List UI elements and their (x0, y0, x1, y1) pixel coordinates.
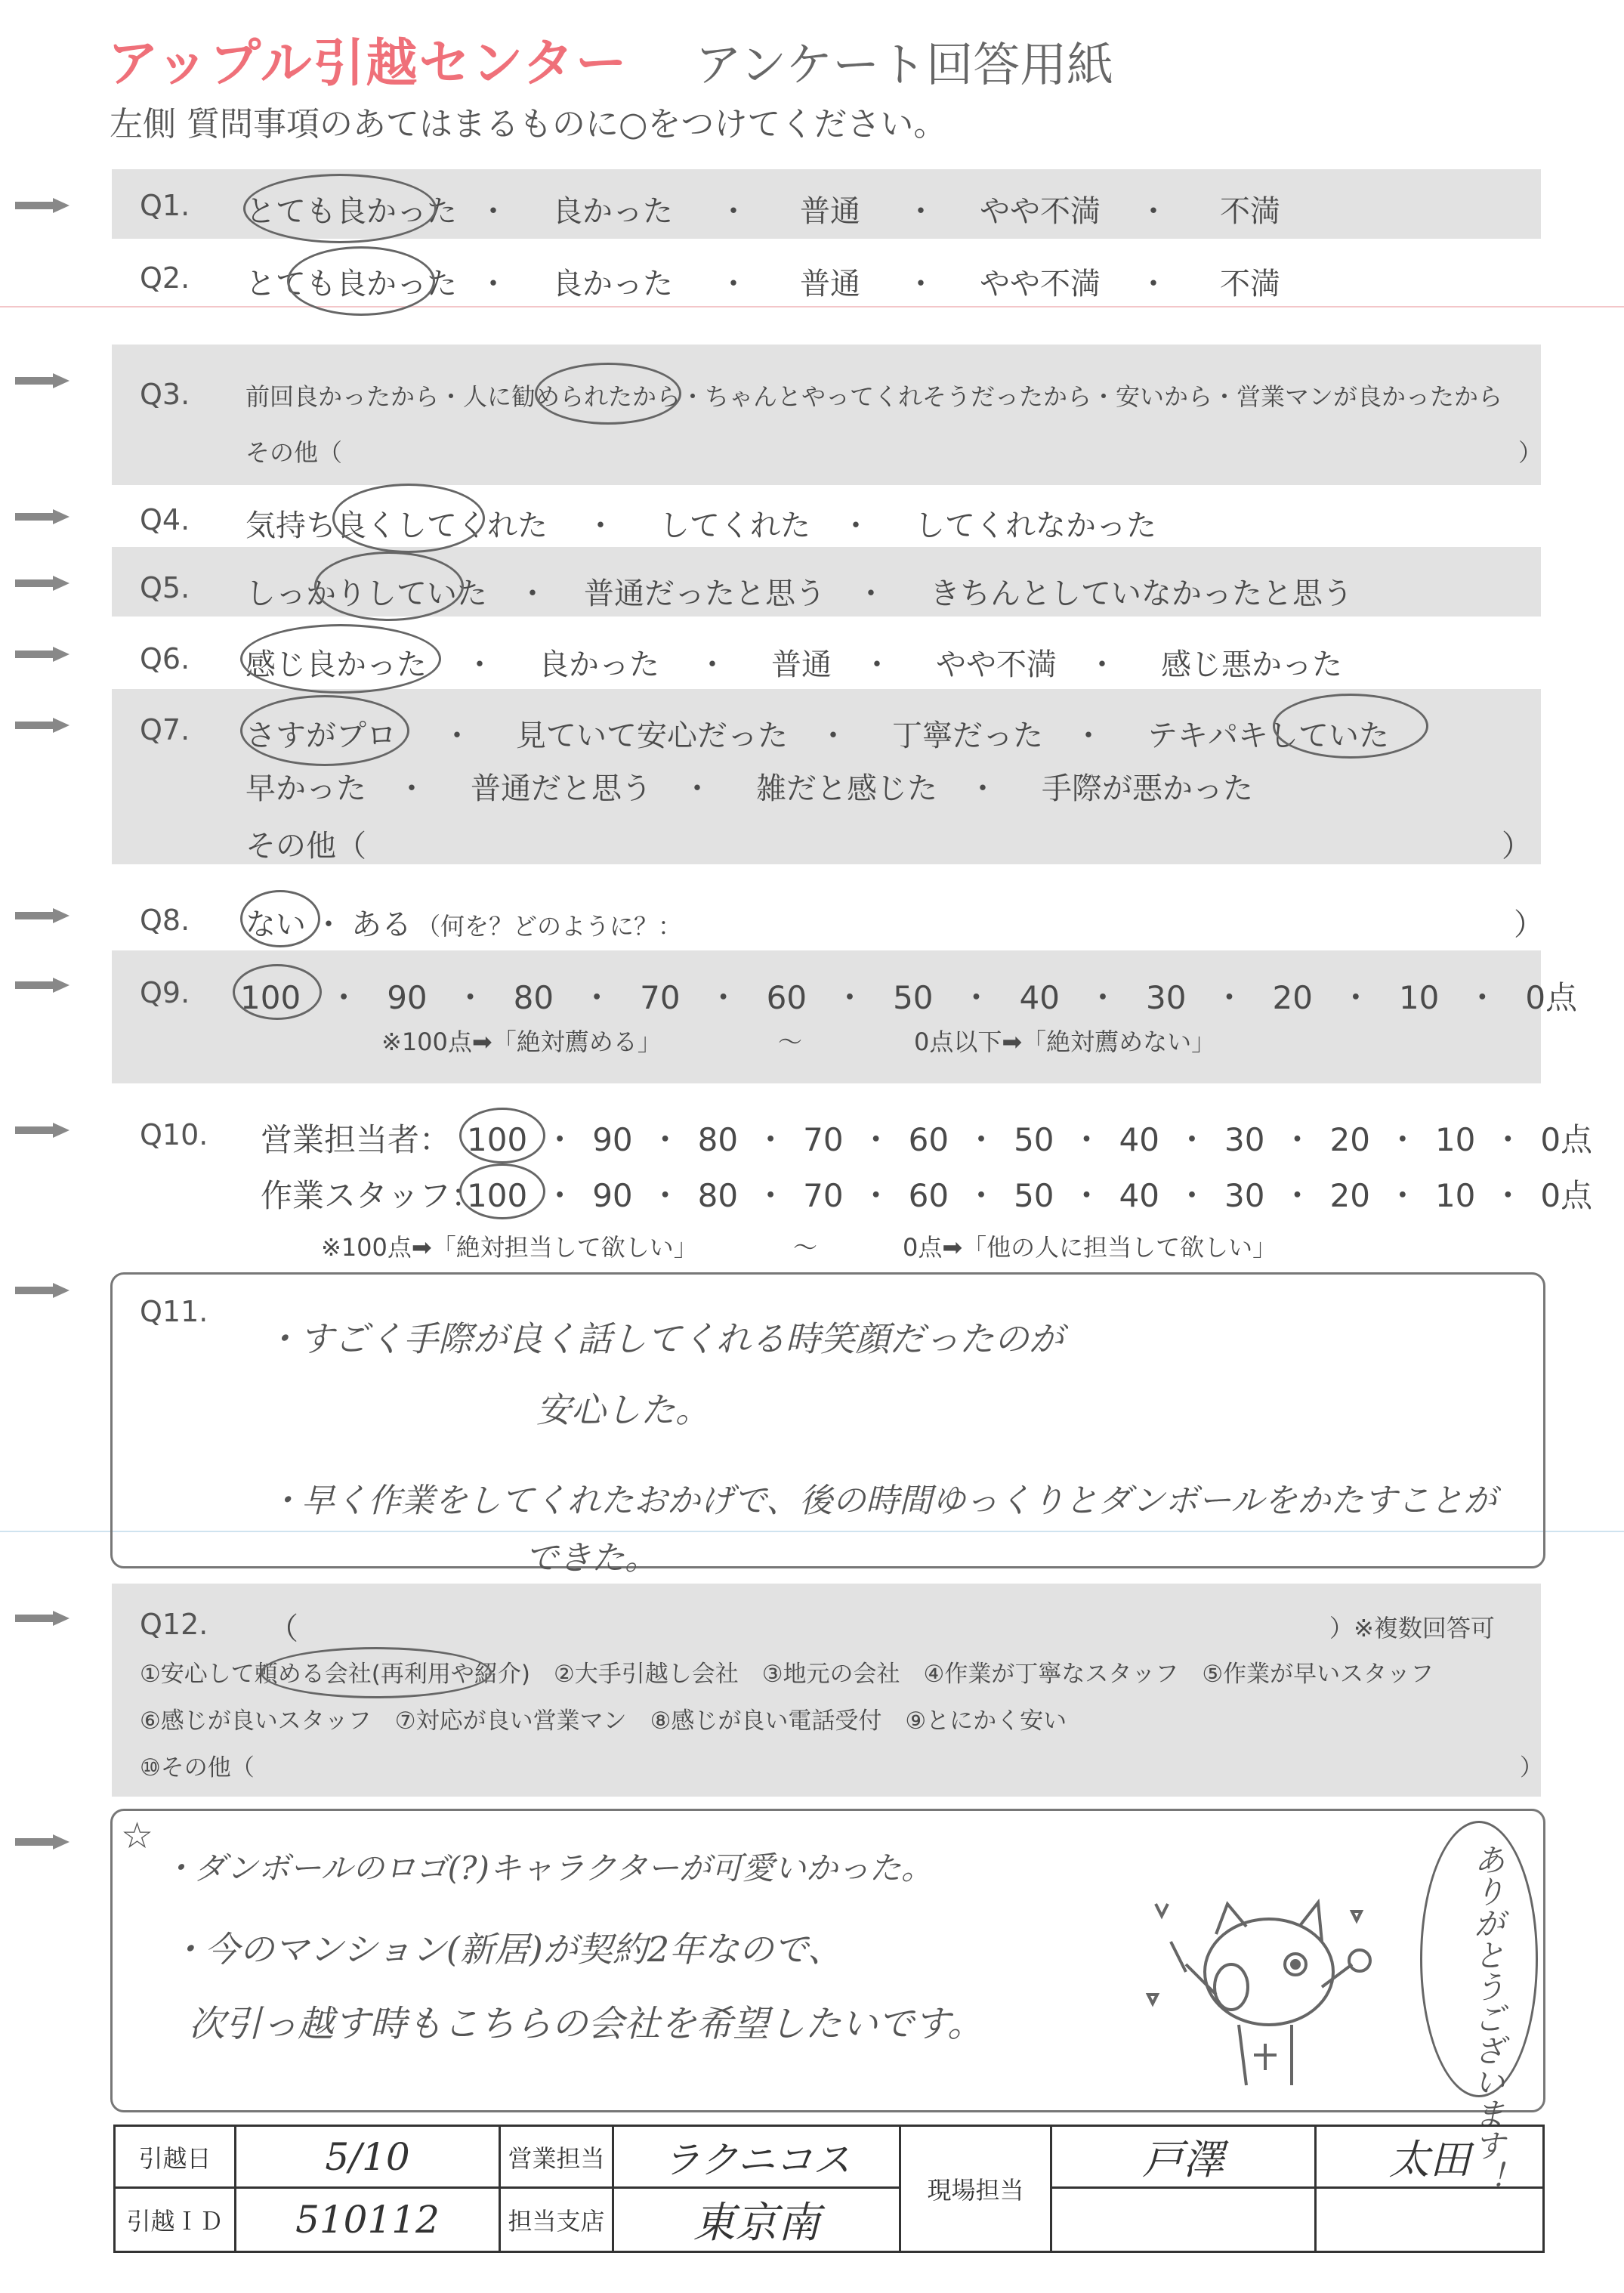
q7-other-close: ） (1502, 829, 1532, 864)
site-empty-1[interactable] (1051, 2188, 1316, 2252)
q3-other-close: ） (1518, 438, 1543, 467)
q2-option[interactable]: 不満 (1220, 267, 1280, 301)
q8-number: Q8. (140, 904, 190, 937)
arrow-icon (15, 908, 69, 923)
q3-options[interactable]: 前回良かったから・人に勧められたから・ちゃんとやってくれそうだったから・安いから・営業マンが良かったから (245, 382, 1503, 411)
free-handwriting: 次引っ越す時もこちらの会社を希望したいです。 (189, 2003, 984, 2045)
q10-staff-scores: 100 ・ 90 ・ 80 ・ 70 ・ 60 ・ 50 ・ 40 ・ 30 ・ 20 ・ 10 ・ 0点 (467, 1171, 1592, 1216)
q10-score[interactable]: 40 (1119, 1177, 1159, 1214)
q5-option[interactable]: しっかりしていた (245, 576, 487, 611)
form-title: アンケート回答用紙 (695, 37, 1114, 92)
arrow-icon (15, 373, 69, 388)
arrow-icon (15, 509, 69, 524)
q9-score[interactable]: 100 (240, 979, 301, 1016)
q9-score[interactable]: 40 (1019, 979, 1060, 1016)
branch-label: 担当支店 (500, 2188, 613, 2252)
answer-circle (459, 1163, 545, 1219)
q7-option[interactable]: 普通だと思う (471, 771, 652, 806)
q11-handwriting: ・すごく手際が良く話してくれる時笑顔だったのが (264, 1318, 1064, 1359)
q10-score[interactable]: 100 (467, 1121, 528, 1158)
moving-date[interactable]: 5/10 (236, 2126, 500, 2188)
answer-circle (243, 174, 437, 243)
q9-score[interactable]: 30 (1146, 979, 1187, 1016)
q10-score[interactable]: 10 (1434, 1177, 1476, 1214)
q10-score[interactable]: 50 (1014, 1177, 1054, 1214)
q10-score[interactable]: 0点 (1540, 1177, 1593, 1214)
arrow-icon (15, 198, 69, 213)
arrow-icon (15, 1611, 69, 1626)
q9-note-right: 0点以下➡「絶対薦めない」 (914, 1028, 1216, 1056)
arrow-icon (15, 1283, 69, 1298)
q4-number: Q4. (140, 503, 190, 536)
arrow-icon (15, 1834, 69, 1850)
q1-option[interactable]: とても良かった (245, 194, 457, 229)
q1-number: Q1. (140, 189, 190, 222)
free-handwriting: ・ダンボールのロゴ(?)キャラクターが可愛いかった。 (162, 1850, 934, 1887)
q9-note-left: ※100点➡「絶対薦める」 (381, 1028, 662, 1056)
q3-number: Q3. (140, 378, 190, 411)
q7-option[interactable]: 見ていて安心だった (516, 718, 788, 753)
q2-option[interactable]: とても良かった (245, 267, 457, 301)
q4-option[interactable]: してくれなかった (915, 508, 1156, 543)
thanks-text: ありがとうございます！ (1469, 1843, 1506, 2193)
q10-score[interactable]: 40 (1119, 1121, 1159, 1158)
q10-number: Q10. (140, 1118, 208, 1151)
q7-option[interactable]: 早かった (245, 771, 366, 806)
q10-score[interactable]: 10 (1434, 1121, 1476, 1158)
info-table (113, 2125, 1545, 2253)
q12-options-line2[interactable]: ⑥感じが良いスタッフ ⑦対応が良い営業マン ⑧感じが良い電話受付 ⑨とにかく安い (140, 1707, 1067, 1735)
q7-options-line1: さすがプロ ・ 見ていて安心だった ・ 丁寧だった ・ テキパキしていた (245, 712, 1389, 755)
answer-circle (535, 363, 681, 425)
answer-circle (240, 624, 441, 694)
q8-option-some[interactable]: ある (351, 907, 412, 942)
q4-option[interactable]: してくれた (659, 508, 810, 543)
answer-circle (459, 1108, 545, 1163)
q6-option[interactable]: 良かった (539, 647, 659, 682)
q7-option[interactable]: 手際が悪かった (1042, 771, 1253, 806)
q6-options: 感じ良かった ・ 良かった ・ 普通 ・ やや不満 ・ 感じ悪かった (245, 641, 1342, 684)
q12-other-label: ⑩その他（ (140, 1754, 255, 1782)
star-icon: ☆ (121, 1815, 154, 1857)
q9-score[interactable]: 60 (766, 979, 807, 1016)
q9-score[interactable]: 80 (513, 979, 554, 1016)
q9-tilde: ～ (778, 1028, 803, 1056)
q10-score[interactable]: 20 (1329, 1177, 1370, 1214)
q11-handwriting: できた。 (525, 1539, 658, 1578)
q5-options: しっかりしていた ・ 普通だったと思う ・ きちんとしていなかったと思う (245, 570, 1353, 613)
q10-tilde: ～ (793, 1233, 818, 1262)
q10-score[interactable]: 60 (908, 1121, 949, 1158)
q6-option[interactable]: やや不満 (936, 647, 1057, 682)
q10-score[interactable]: 90 (592, 1121, 633, 1158)
page-rule (0, 306, 1624, 307)
q10-score[interactable]: 70 (803, 1177, 844, 1214)
site-label: 現場担当 (900, 2126, 1051, 2252)
arrow-icon (15, 576, 69, 591)
branch[interactable]: 東京南 (613, 2188, 900, 2252)
q4-options: 気持ち良くしてくれた ・ してくれた ・ してくれなかった (245, 502, 1156, 545)
q7-option[interactable]: テキパキしていた (1147, 718, 1389, 753)
q4-option[interactable]: 気持ち良くしてくれた (245, 508, 548, 543)
q3-other-label: その他（ (245, 438, 343, 467)
q10-score[interactable]: 30 (1224, 1121, 1265, 1158)
answer-circle (233, 964, 322, 1020)
site-name-2[interactable]: 太田 (1316, 2126, 1544, 2188)
q10-score[interactable]: 30 (1224, 1177, 1265, 1214)
q10-note-right: 0点➡「他の人に担当して欲しい」 (903, 1233, 1277, 1262)
q1-option[interactable]: 普通 (800, 194, 860, 229)
q11-number: Q11. (140, 1295, 208, 1328)
q10-score[interactable]: 70 (803, 1121, 844, 1158)
q9-score[interactable]: 50 (893, 979, 934, 1016)
q8-option-none[interactable]: ない (245, 907, 306, 942)
q6-number: Q6. (140, 642, 190, 675)
q7-option[interactable]: 雑だと感じた (756, 771, 937, 806)
q8-note: （何を？どのように？： (416, 912, 683, 941)
boar-doodle-icon (1125, 1889, 1382, 2108)
moving-id-label: 引越ＩＤ (115, 2188, 236, 2252)
q9-score[interactable]: 0点 (1525, 979, 1578, 1016)
q12-options-line1[interactable]: ①安心して頼める会社(再利用や紹介) ②大手引越し会社 ③地元の会社 ④作業が丁寧なスタッフ ⑤作業が早いスタッフ (140, 1661, 1434, 1688)
q10-score[interactable]: 80 (697, 1121, 739, 1158)
answer-circle (1273, 694, 1428, 759)
q10-score[interactable]: 90 (592, 1177, 633, 1214)
answer-circle (261, 1647, 492, 1698)
q9-score[interactable]: 20 (1272, 979, 1313, 1016)
q1-option[interactable]: やや不満 (980, 194, 1101, 229)
q2-option[interactable]: やや不満 (980, 267, 1101, 301)
sales-name[interactable]: ラクニコス (613, 2126, 900, 2188)
q7-number: Q7. (140, 713, 190, 746)
instruction: 左側 質問事項のあてはまるものに○をつけてください。 (110, 105, 947, 144)
arrow-icon (15, 978, 69, 993)
answer-circle (240, 890, 320, 947)
answer-circle (332, 484, 485, 553)
q7-other-label: その他（ (245, 829, 366, 864)
q10-score[interactable]: 60 (908, 1177, 949, 1214)
q11-handwriting: ・早く作業をしてくれたおかげで、後の時間ゆっくりとダンボールをかたすことが (268, 1482, 1497, 1520)
q2-option[interactable]: 普通 (800, 267, 860, 301)
q9-score[interactable]: 10 (1398, 979, 1440, 1016)
q9-score[interactable]: 90 (387, 979, 428, 1016)
sales-label: 営業担当 (500, 2126, 613, 2188)
q2-options: とても良かった ・ 良かった ・ 普通 ・ やや不満 ・ 不満 (245, 260, 1280, 303)
arrow-icon (15, 1123, 69, 1138)
q2-number: Q2. (140, 261, 190, 295)
q7-options-line2: 早かった ・ 普通だと思う ・ 雑だと感じた ・ 手際が悪かった (245, 765, 1253, 808)
brand-logo: アップル引越センター (107, 34, 628, 94)
q10-score[interactable]: 80 (697, 1177, 739, 1214)
q10-score[interactable]: 20 (1329, 1121, 1370, 1158)
q8-options: ない ・ ある （何を？どのように？： (245, 901, 682, 944)
q10-sales-label: 営業担当者： (261, 1121, 452, 1158)
moving-id[interactable]: 510112 (236, 2188, 500, 2252)
q11-handwriting: 安心した。 (536, 1389, 710, 1430)
q6-option[interactable]: 感じ良かった (245, 647, 427, 682)
arrow-icon (15, 718, 69, 733)
q2-option[interactable]: 良かった (552, 267, 673, 301)
q10-staff-label: 作業スタッフ： (261, 1177, 483, 1214)
q6-option[interactable]: 感じ悪かった (1161, 647, 1342, 682)
q7-option[interactable]: さすがプロ (245, 718, 397, 753)
q6-option[interactable]: 普通 (771, 647, 832, 682)
site-name-1[interactable]: 戸澤 (1051, 2126, 1316, 2188)
q5-option[interactable]: きちんとしていなかったと思う (930, 576, 1353, 611)
q5-number: Q5. (140, 571, 190, 604)
answer-circle (314, 552, 464, 621)
q7-option[interactable]: 丁寧だった (892, 718, 1043, 753)
q1-options: とても良かった ・ 良かった ・ 普通 ・ やや不満 ・ 不満 (245, 187, 1280, 230)
q8-close: ） (1514, 907, 1544, 942)
q1-option[interactable]: 良かった (552, 194, 673, 229)
q10-score[interactable]: 50 (1014, 1121, 1054, 1158)
q10-note-left: ※100点➡「絶対担当して欲しい」 (321, 1233, 698, 1262)
answer-circle (240, 695, 409, 766)
q9-scores: 100 ・ 90 ・ 80 ・ 70 ・ 60 ・ 50 ・ 40 ・ 30 ・ 20 ・ 10 ・ 0点 (240, 973, 1577, 1018)
answer-circle (287, 246, 435, 316)
q12-other-close: ） (1520, 1754, 1543, 1782)
free-handwriting: ・今のマンション(新居)が契約2年なので、 (170, 1929, 843, 1970)
q10-sales-scores: 100 ・ 90 ・ 80 ・ 70 ・ 60 ・ 50 ・ 40 ・ 30 ・ 20 ・ 10 ・ 0点 (467, 1115, 1592, 1160)
q9-number: Q9. (140, 976, 190, 1009)
moving-date-label: 引越日 (115, 2126, 236, 2188)
q5-option[interactable]: 普通だったと思う (584, 576, 826, 611)
q10-score[interactable]: 100 (467, 1177, 528, 1214)
site-empty-2[interactable] (1316, 2188, 1544, 2252)
q1-option[interactable]: 不満 (1220, 194, 1280, 229)
q12-note: ）※複数回答可 (1329, 1614, 1495, 1642)
arrow-icon (15, 647, 69, 662)
q12-number: Q12. (140, 1608, 208, 1641)
q10-score[interactable]: 0点 (1540, 1121, 1593, 1158)
q12-open: （ (268, 1612, 298, 1646)
q9-score[interactable]: 70 (640, 979, 681, 1016)
